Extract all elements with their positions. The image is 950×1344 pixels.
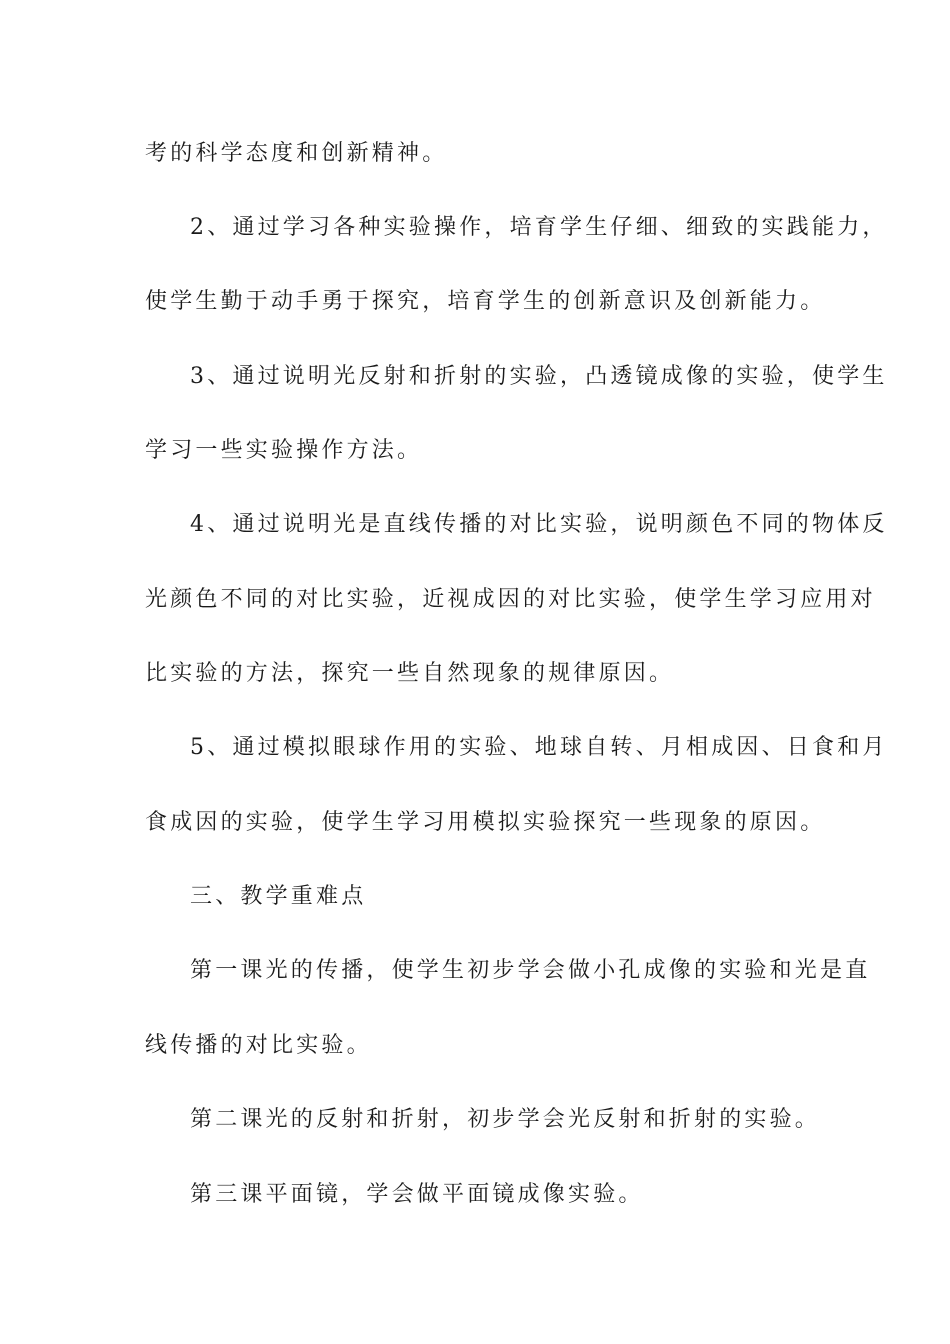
text-line: 使学生勤于动手勇于探究，培育学生的创新意识及创新能力。 [145,289,826,314]
text-line: 第一课光的传播，使学生初步学会做小孔成像的实验和光是直 [190,958,871,983]
text-line: 2、通过学习各种实验操作，培育学生仔细、细致的实践能力， [190,215,888,240]
text-line: 4、通过说明光是直线传播的对比实验，说明颜色不同的物体反 [190,512,888,537]
text-line: 3、通过说明光反射和折射的实验，凸透镜成像的实验，使学生 [190,364,888,389]
text-line: 光颜色不同的对比实验，近视成因的对比实验，使学生学习应用对 [145,587,876,612]
text-line: 比实验的方法，探究一些自然现象的规律原因。 [145,661,675,686]
text-line: 第二课光的反射和折射，初步学会光反射和折射的实验。 [190,1107,821,1132]
text-line: 食成因的实验，使学生学习用模拟实验探究一些现象的原因。 [145,810,826,835]
text-line: 第三课平面镜，学会做平面镜成像实验。 [190,1182,644,1207]
text-line: 5、通过模拟眼球作用的实验、地球自转、月相成因、日食和月 [190,735,888,760]
section-heading: 三、教学重难点 [190,884,367,909]
text-line: 考的科学态度和创新精神。 [145,141,448,166]
text-line: 线传播的对比实验。 [145,1033,372,1058]
text-line: 学习一些实验操作方法。 [145,438,423,463]
